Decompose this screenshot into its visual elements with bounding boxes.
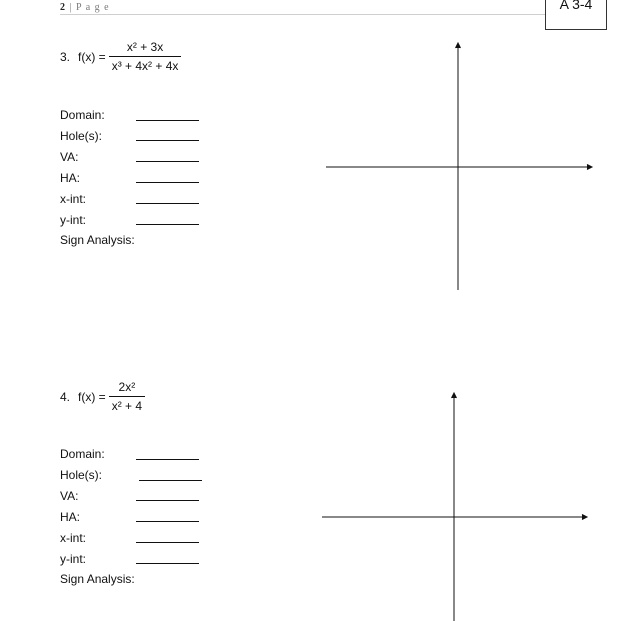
page-number: 2 (60, 2, 66, 13)
problem-4-numerator: 2x² (118, 380, 136, 394)
problem-3-number: 3. (60, 49, 71, 64)
problem-4-ha-blank[interactable] (136, 521, 199, 522)
problem-3-denominator: x³ + 4x² + 4x (109, 56, 182, 73)
problem-3-function-name: f(x) = (78, 49, 106, 64)
page-separator: | (69, 2, 77, 13)
problem-4-holes-label: Hole(s): (60, 468, 103, 482)
problem-4-function (60, 380, 145, 413)
problem-4-va-label: VA: (60, 489, 79, 503)
page-word: P a g e (76, 2, 110, 13)
problem-4-number: 4. (60, 389, 71, 404)
problem-4-yint-label: y-int: (60, 552, 87, 566)
problem-3-domain-label: Domain: (60, 108, 105, 122)
problem-3-y-axis-arrow (456, 43, 461, 48)
problem-3-ha-label: HA: (60, 171, 81, 185)
problem-4-denominator: x² + 4 (109, 396, 145, 413)
problem-4-x-axis-arrow (582, 515, 587, 520)
page-code: A 3-4 (559, 0, 593, 12)
problem-3-yint-label: y-int: (60, 213, 87, 227)
problem-4-ha-label: HA: (60, 510, 81, 524)
problem-4-xint-label: x-int: (60, 531, 87, 545)
problem-4-domain-blank[interactable] (136, 459, 199, 460)
problem-3-numerator: x² + 3x (126, 40, 164, 54)
problem-3-x-axis-arrow (587, 165, 592, 170)
problem-4-function-name: f(x) = (78, 389, 106, 404)
problem-3-sign-analysis-label: Sign Analysis: (60, 233, 135, 247)
problem-4-y-axis-arrow (452, 393, 457, 398)
problem-4-sign-analysis-label: Sign Analysis: (60, 572, 135, 586)
problem-4-xint-blank[interactable] (136, 542, 199, 543)
problem-3-holes-label: Hole(s): (60, 129, 103, 143)
problem-4-yint-blank[interactable] (136, 563, 199, 564)
problem-4-va-blank[interactable] (136, 500, 199, 501)
problem-4-holes-blank[interactable] (139, 480, 202, 481)
problem-3-xint-label: x-int: (60, 192, 87, 206)
problem-3-va-label: VA: (60, 150, 79, 164)
problem-4-fraction (109, 380, 145, 413)
problem-4-domain-label: Domain: (60, 447, 105, 461)
